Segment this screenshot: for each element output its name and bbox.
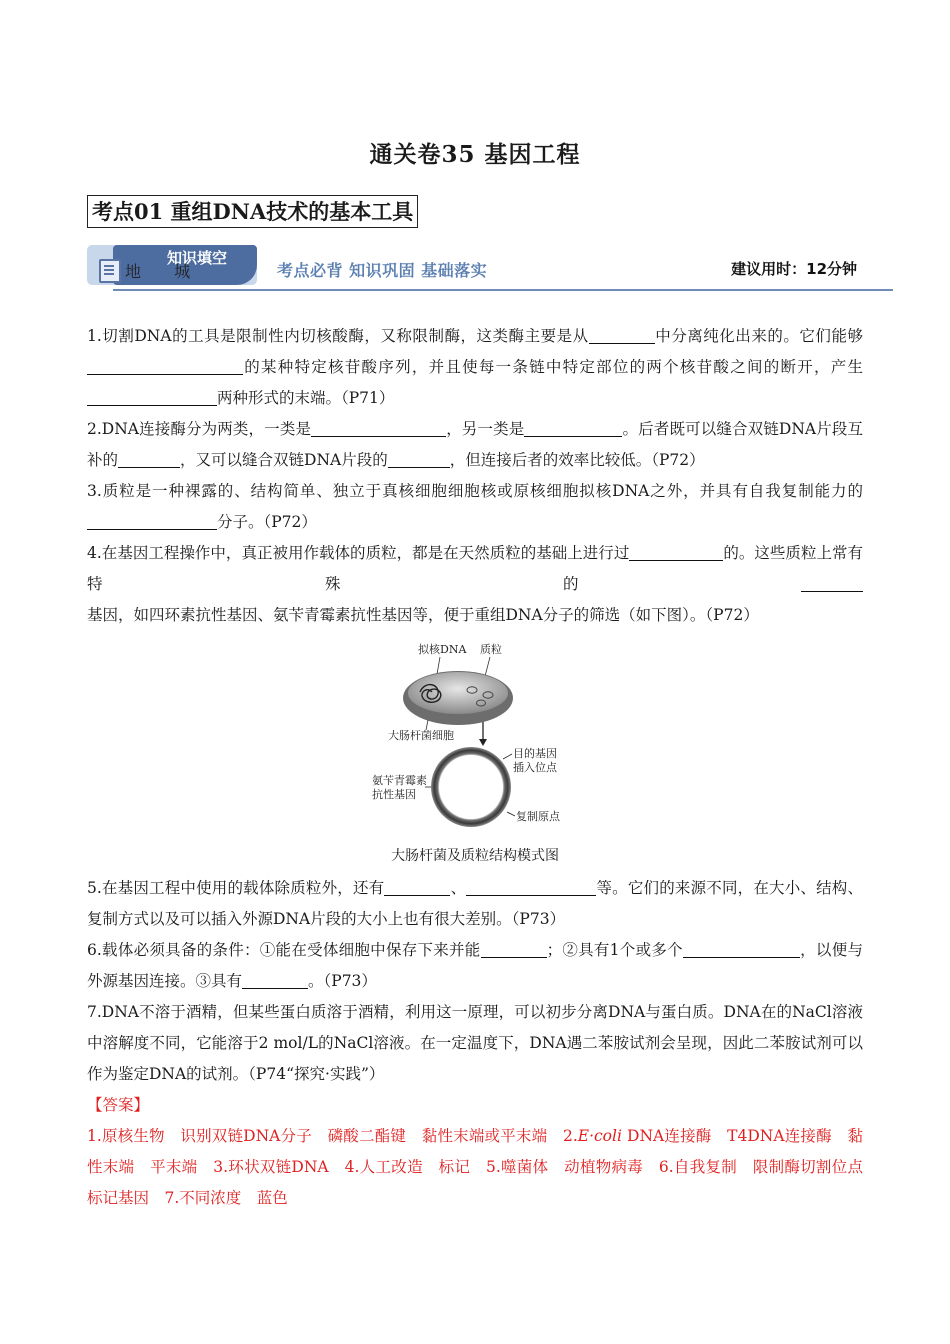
questions-bottom (87, 873, 879, 1214)
leader-line (503, 754, 512, 759)
answer-blank[interactable] (466, 876, 596, 896)
answer-blank[interactable] (384, 876, 450, 896)
answer-blank[interactable] (589, 324, 655, 344)
plasmid-ring-inner (439, 755, 503, 819)
question-3: 3.质粒是一种裸露的、结构简单、独立于真核细胞细胞核或原核细胞拟核DNA之外，并具有自我复制能力的分子。（P72） (87, 482, 863, 531)
answer-text: 1.原核生物 识别双链DNA分子 磷酸二酯键 黏性末端或平末端 2.E·coli DNA连接酶 T4DNA连接酶 黏性末端 平末端 3.环状双链DNA 4.人工改造 标记 5.噬菌体 动植物病毒 6.自我复制 限制酶切割位点 标记基因 7.不同浓度 蓝色 (87, 1127, 879, 1207)
banner-rule (113, 289, 893, 291)
arrow-head (479, 739, 487, 746)
leader-line (507, 812, 515, 816)
ecoli-italic: E·coli (577, 1127, 622, 1145)
answer-blank[interactable] (629, 541, 723, 561)
answer-blank[interactable] (524, 417, 622, 437)
section-heading: 考点01 重组DNA技术的基本工具 (87, 195, 418, 228)
question-2: 2.DNA连接酶分为两类，一类是 ，另一类是 。后者既可以缝合双链DNA片段互补的 ，又可以缝合双链DNA片段的 ，但连接后者的效率比较低。（P72） (87, 414, 863, 476)
figure-caption: 大肠杆菌及质粒结构模式图 (391, 848, 559, 864)
section-banner (87, 245, 893, 291)
banner-slogan: 考点必背 知识巩固 基础落实 (277, 261, 488, 280)
answer-blank[interactable] (87, 510, 217, 530)
question-5: 5.在基因工程中使用的载体除质粒外，还有 、 等。它们的来源不同，在大小、结构、复制方式以及可以插入外源DNA片段的大小上也有很大差别。（P73） (87, 873, 863, 935)
label-amp-resistance-2: 抗性基因 (372, 788, 416, 801)
label-replication-origin: 复制原点 (516, 810, 560, 823)
answer-blank[interactable] (87, 386, 217, 406)
question-4: 4.在基因工程操作中，真正被用作载体的质粒，都是在天然质粒的基础上进行过 的。这些质粒上常有特殊的基因，如四环素抗性基因、氨苄青霉素抗性基因等，便于重组DNA分子的筛选（如下图）。（P72） (87, 538, 863, 631)
answer-blank[interactable] (801, 572, 863, 592)
answer-blank[interactable] (481, 938, 547, 958)
answer-blank[interactable] (242, 969, 308, 989)
page-title: 通关卷35 基因工程 (369, 141, 581, 168)
answer-label: 【答案】 (87, 1096, 150, 1114)
answer-blank[interactable] (311, 417, 446, 437)
label-amp-resistance-1: 氨苄青霉素 (372, 774, 427, 787)
question-1: 1.切割DNA的工具是限制性内切核酸酶，又称限制酶，这类酶主要是从 中分离纯化出来的。它们能够的某种特定核苷酸序列，并且使每一条链中特定部位的两个核苷酸之间的断开，产生两种形式的末端。（P71） (87, 321, 863, 414)
label-nucleoid-dna: 拟核DNA (418, 643, 467, 656)
answer-blank[interactable] (683, 938, 800, 958)
badge-ghost-text: 地 城 (125, 262, 205, 281)
label-insert-site-1: 目的基因 (513, 747, 557, 760)
label-ecoli-cell: 大肠杆菌细胞 (388, 729, 454, 742)
question-7: 7.DNA不溶于酒精，但某些蛋白质溶于酒精，利用这一原理，可以初步分离DNA与蛋白质。DNA在的NaCl溶液中溶解度不同，它能溶于2 mol/L的NaCl溶液。在一定温度下，DNA遇二苯胺试剂会呈现，因此二苯胺试剂可以作为鉴定DNA的试剂。（P74“探究·实践”） (87, 1003, 863, 1083)
label-plasmid: 质粒 (480, 643, 502, 656)
ecoli-plasmid-figure (370, 636, 590, 836)
answer-blank[interactable] (118, 448, 180, 468)
answer-blank[interactable] (388, 448, 450, 468)
question-6: 6.载体必须具备的条件：①能在受体细胞中保存下来并能 ；②具有1个或多个 ，以便与外源基因连接。③具有 。（P73） (87, 935, 863, 997)
ecoli-cell-inner (408, 672, 508, 714)
label-insert-site-2: 插入位点 (513, 761, 557, 774)
suggested-time: 建议用时：12分钟 (731, 260, 857, 278)
document-icon (99, 259, 121, 283)
badge-label: 知识填空 (167, 249, 228, 267)
questions-top (87, 321, 863, 631)
answer-blank[interactable] (87, 355, 243, 375)
